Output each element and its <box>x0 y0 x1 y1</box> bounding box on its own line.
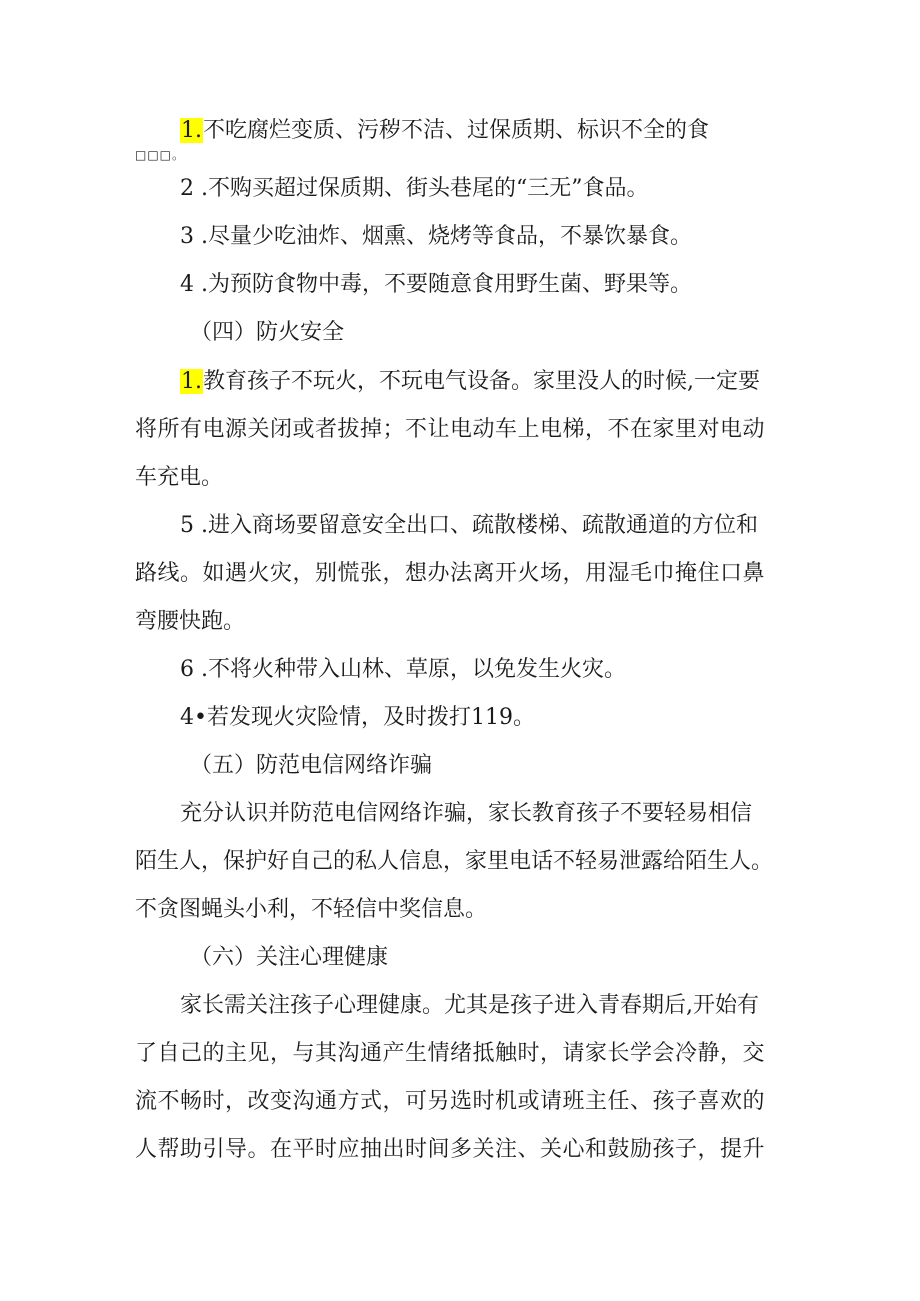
fire-item-4: 4•若发现火灾险情，及时拨打119。 <box>180 705 535 730</box>
food-item-4: 4 .为预防食物中毒，不要随意食用野生菌、野果等。 <box>180 272 692 297</box>
food-item-2: 2 .不购买超过保质期、街头巷尾的“三无”食品。 <box>180 176 649 201</box>
mental-paragraph-line-2: 了自己的主见，与其沟通产生情绪抵触时，请家长学会冷静，交 <box>135 1041 766 1066</box>
food-item-1-text: 不吃腐烂变质、污秽不洁、过保质期、标识不全的食 <box>203 118 710 143</box>
mental-paragraph-line-1: 家长需关注孩子心理健康。尤其是孩子进入青春期后,开始有 <box>180 993 759 1018</box>
fire-heading: （四）防火安全 <box>190 320 345 345</box>
mental-paragraph-line-4: 人帮助引导。在平时应抽出时间多关注、关心和鼓励孩子，提升 <box>135 1137 766 1162</box>
fire-item-1-line-1 <box>180 366 760 398</box>
fire-item-5-line-1: 5 .进入商场要留意安全出口、疏散楼梯、疏散通道的方位和 <box>180 513 758 538</box>
food-item-1 <box>180 115 709 147</box>
food-item-3: 3 .尽量少吃油炸、烟熏、烧烤等食品，不暴饮暴食。 <box>180 224 692 249</box>
fire-item-1-text: 教育孩子不玩火，不玩电气设备。家里没人的时候,一定要 <box>203 369 760 394</box>
fire-item-6: 6 .不将火种带入山林、草原，以免发生火灾。 <box>180 657 626 682</box>
fraud-paragraph-line-2: 陌生人，保护好自己的私人信息，家里电话不轻易泄露给陌生人。 <box>135 849 774 874</box>
fraud-heading: （五）防范电信网络诈骗 <box>190 753 433 778</box>
fire-item-1-line-2: 将所有电源关闭或者拔掉；不让电动车上电梯，不在家里对电动 <box>135 417 766 442</box>
fraud-paragraph-line-1: 充分认识并防范电信网络诈骗，家长教育孩子不要轻易相信 <box>180 801 753 826</box>
fraud-paragraph-line-3: 不贪图蝇头小利，不轻信中奖信息。 <box>135 897 488 922</box>
food-item-1-overflow: □□□。 <box>135 148 186 162</box>
mental-paragraph-line-3: 流不畅时，改变沟通方式，可另选时机或请班主任、孩子喜欢的 <box>135 1089 766 1114</box>
item-number-highlight: 1. <box>181 118 202 143</box>
mental-heading: （六）关注心理健康 <box>190 945 389 970</box>
item-number-highlight: 1. <box>181 369 202 394</box>
fire-item-5-line-2: 路线。如遇火灾，别慌张，想办法离开火场，用湿毛巾掩住口鼻 <box>135 561 766 586</box>
fire-item-1-line-3: 车充电。 <box>135 465 224 490</box>
fire-item-5-line-3: 弯腰快跑。 <box>135 609 246 634</box>
